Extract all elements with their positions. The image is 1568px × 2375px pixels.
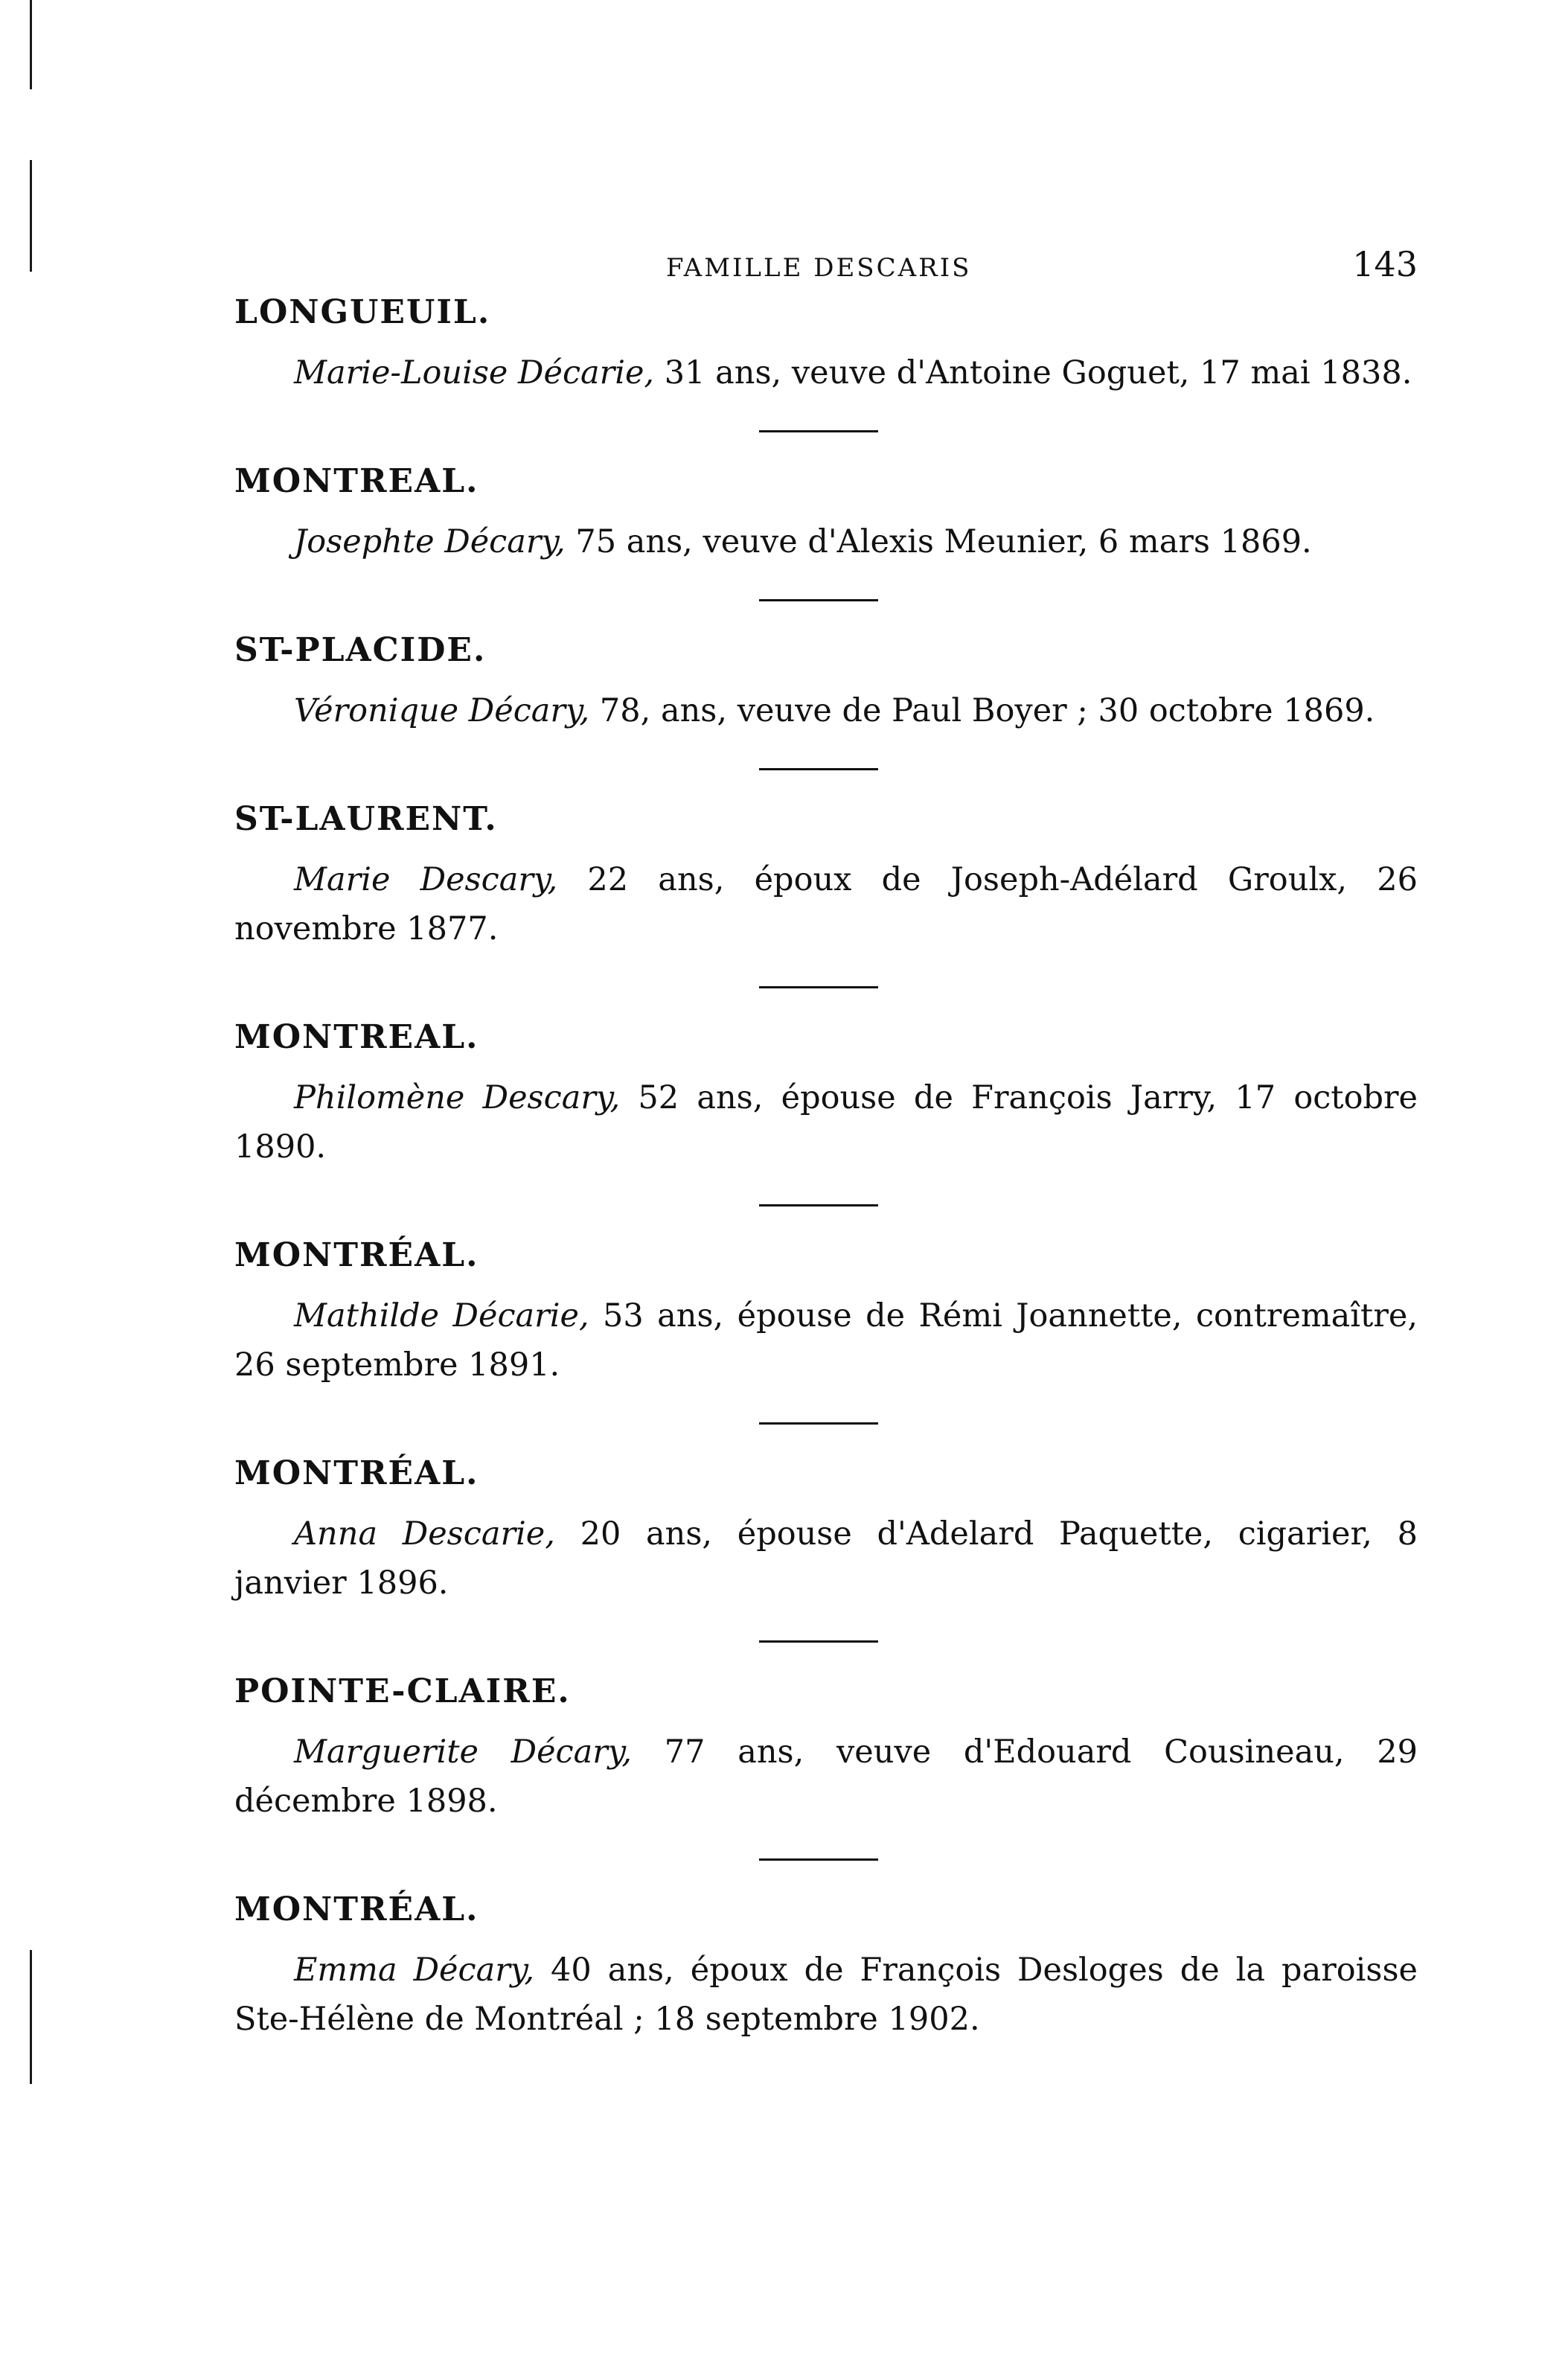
burial-entry (234, 1887, 1418, 2044)
scan-edge-line (30, 0, 32, 89)
separator-rule (759, 1204, 878, 1206)
person-name: Véronique Décary, (294, 692, 590, 729)
place-heading: MONTRÉAL. (234, 1454, 479, 1492)
entry-details: 53 ans, épouse de Rémi Joannette, contremaître, 26 septembre 1891. (234, 1297, 1418, 1384)
burial-entry (234, 1233, 1418, 1390)
entry-details: 78, ans, veuve de Paul Boyer ; 30 octobre 1869. (589, 692, 1375, 729)
place-heading: ST-PLACIDE. (234, 631, 487, 669)
separator-rule (759, 1422, 878, 1425)
burial-entry (234, 290, 1418, 397)
burial-entry (234, 1669, 1418, 1826)
person-name: Anna Descarie, (294, 1515, 555, 1553)
scan-edge-line (30, 160, 32, 272)
place-heading: ST-LAURENT. (234, 800, 498, 838)
entry-record (234, 686, 1418, 735)
entry-record (234, 1946, 1418, 2044)
place-heading: MONTREAL. (234, 462, 479, 500)
entry-record (234, 855, 1418, 953)
person-name: Emma Décary, (294, 1952, 535, 1989)
separator-rule (759, 986, 878, 988)
place-heading: MONTRÉAL. (234, 1236, 479, 1274)
entry-record (234, 1291, 1418, 1390)
entry-record (234, 1073, 1418, 1171)
burial-entry (234, 459, 1418, 566)
book-page (234, 238, 1418, 2044)
person-name: Marguerite Décary, (294, 1733, 633, 1771)
place-heading: MONTRÉAL. (234, 1890, 479, 1928)
entry-details: 75 ans, veuve d'Alexis Meunier, 6 mars 1869. (565, 523, 1312, 560)
person-name: Josephte Décary, (294, 523, 566, 560)
entry-details: 40 ans, époux de François Desloges de la paroisse Ste-Hélène de Montréal ; 18 septembre 1902. (234, 1952, 1418, 2038)
entry-details: 52 ans, épouse de François Jarry, 17 octobre 1890. (234, 1079, 1418, 1166)
separator-rule (759, 599, 878, 601)
separator-rule (759, 768, 878, 770)
separator-rule (759, 430, 878, 432)
running-head (234, 238, 1418, 290)
entry-details: 22 ans, époux de Joseph-Adélard Groulx, 26 novembre 1877. (234, 861, 1418, 947)
person-name: Marie-Louise Décarie, (294, 354, 655, 391)
entry-details: 77 ans, veuve d'Edouard Cousineau, 29 décembre 1898. (234, 1733, 1418, 1820)
burial-entry (234, 797, 1418, 953)
running-title: FAMILLE DESCARIS (666, 253, 972, 283)
place-heading: MONTREAL. (234, 1018, 479, 1056)
person-name: Philomène Descary, (294, 1079, 621, 1116)
entry-record (234, 517, 1418, 566)
entry-details: 31 ans, veuve d'Antoine Goguet, 17 mai 1838. (654, 354, 1412, 391)
place-heading: LONGUEUIL. (234, 293, 491, 331)
separator-rule (759, 1640, 878, 1643)
entry-record (234, 348, 1418, 397)
person-name: Marie Descary, (294, 861, 558, 898)
entry-record (234, 1727, 1418, 1826)
scan-edge-line (30, 1950, 32, 2084)
entry-details: 20 ans, épouse d'Adelard Paquette, cigarier, 8 janvier 1896. (234, 1515, 1418, 1602)
page-number: 143 (1352, 244, 1418, 284)
entry-record (234, 1509, 1418, 1608)
burial-entry (234, 1451, 1418, 1608)
place-heading: POINTE-CLAIRE. (234, 1672, 571, 1710)
person-name: Mathilde Décarie, (294, 1297, 589, 1334)
separator-rule (759, 1858, 878, 1861)
burial-entry (234, 628, 1418, 735)
burial-entry (234, 1015, 1418, 1171)
